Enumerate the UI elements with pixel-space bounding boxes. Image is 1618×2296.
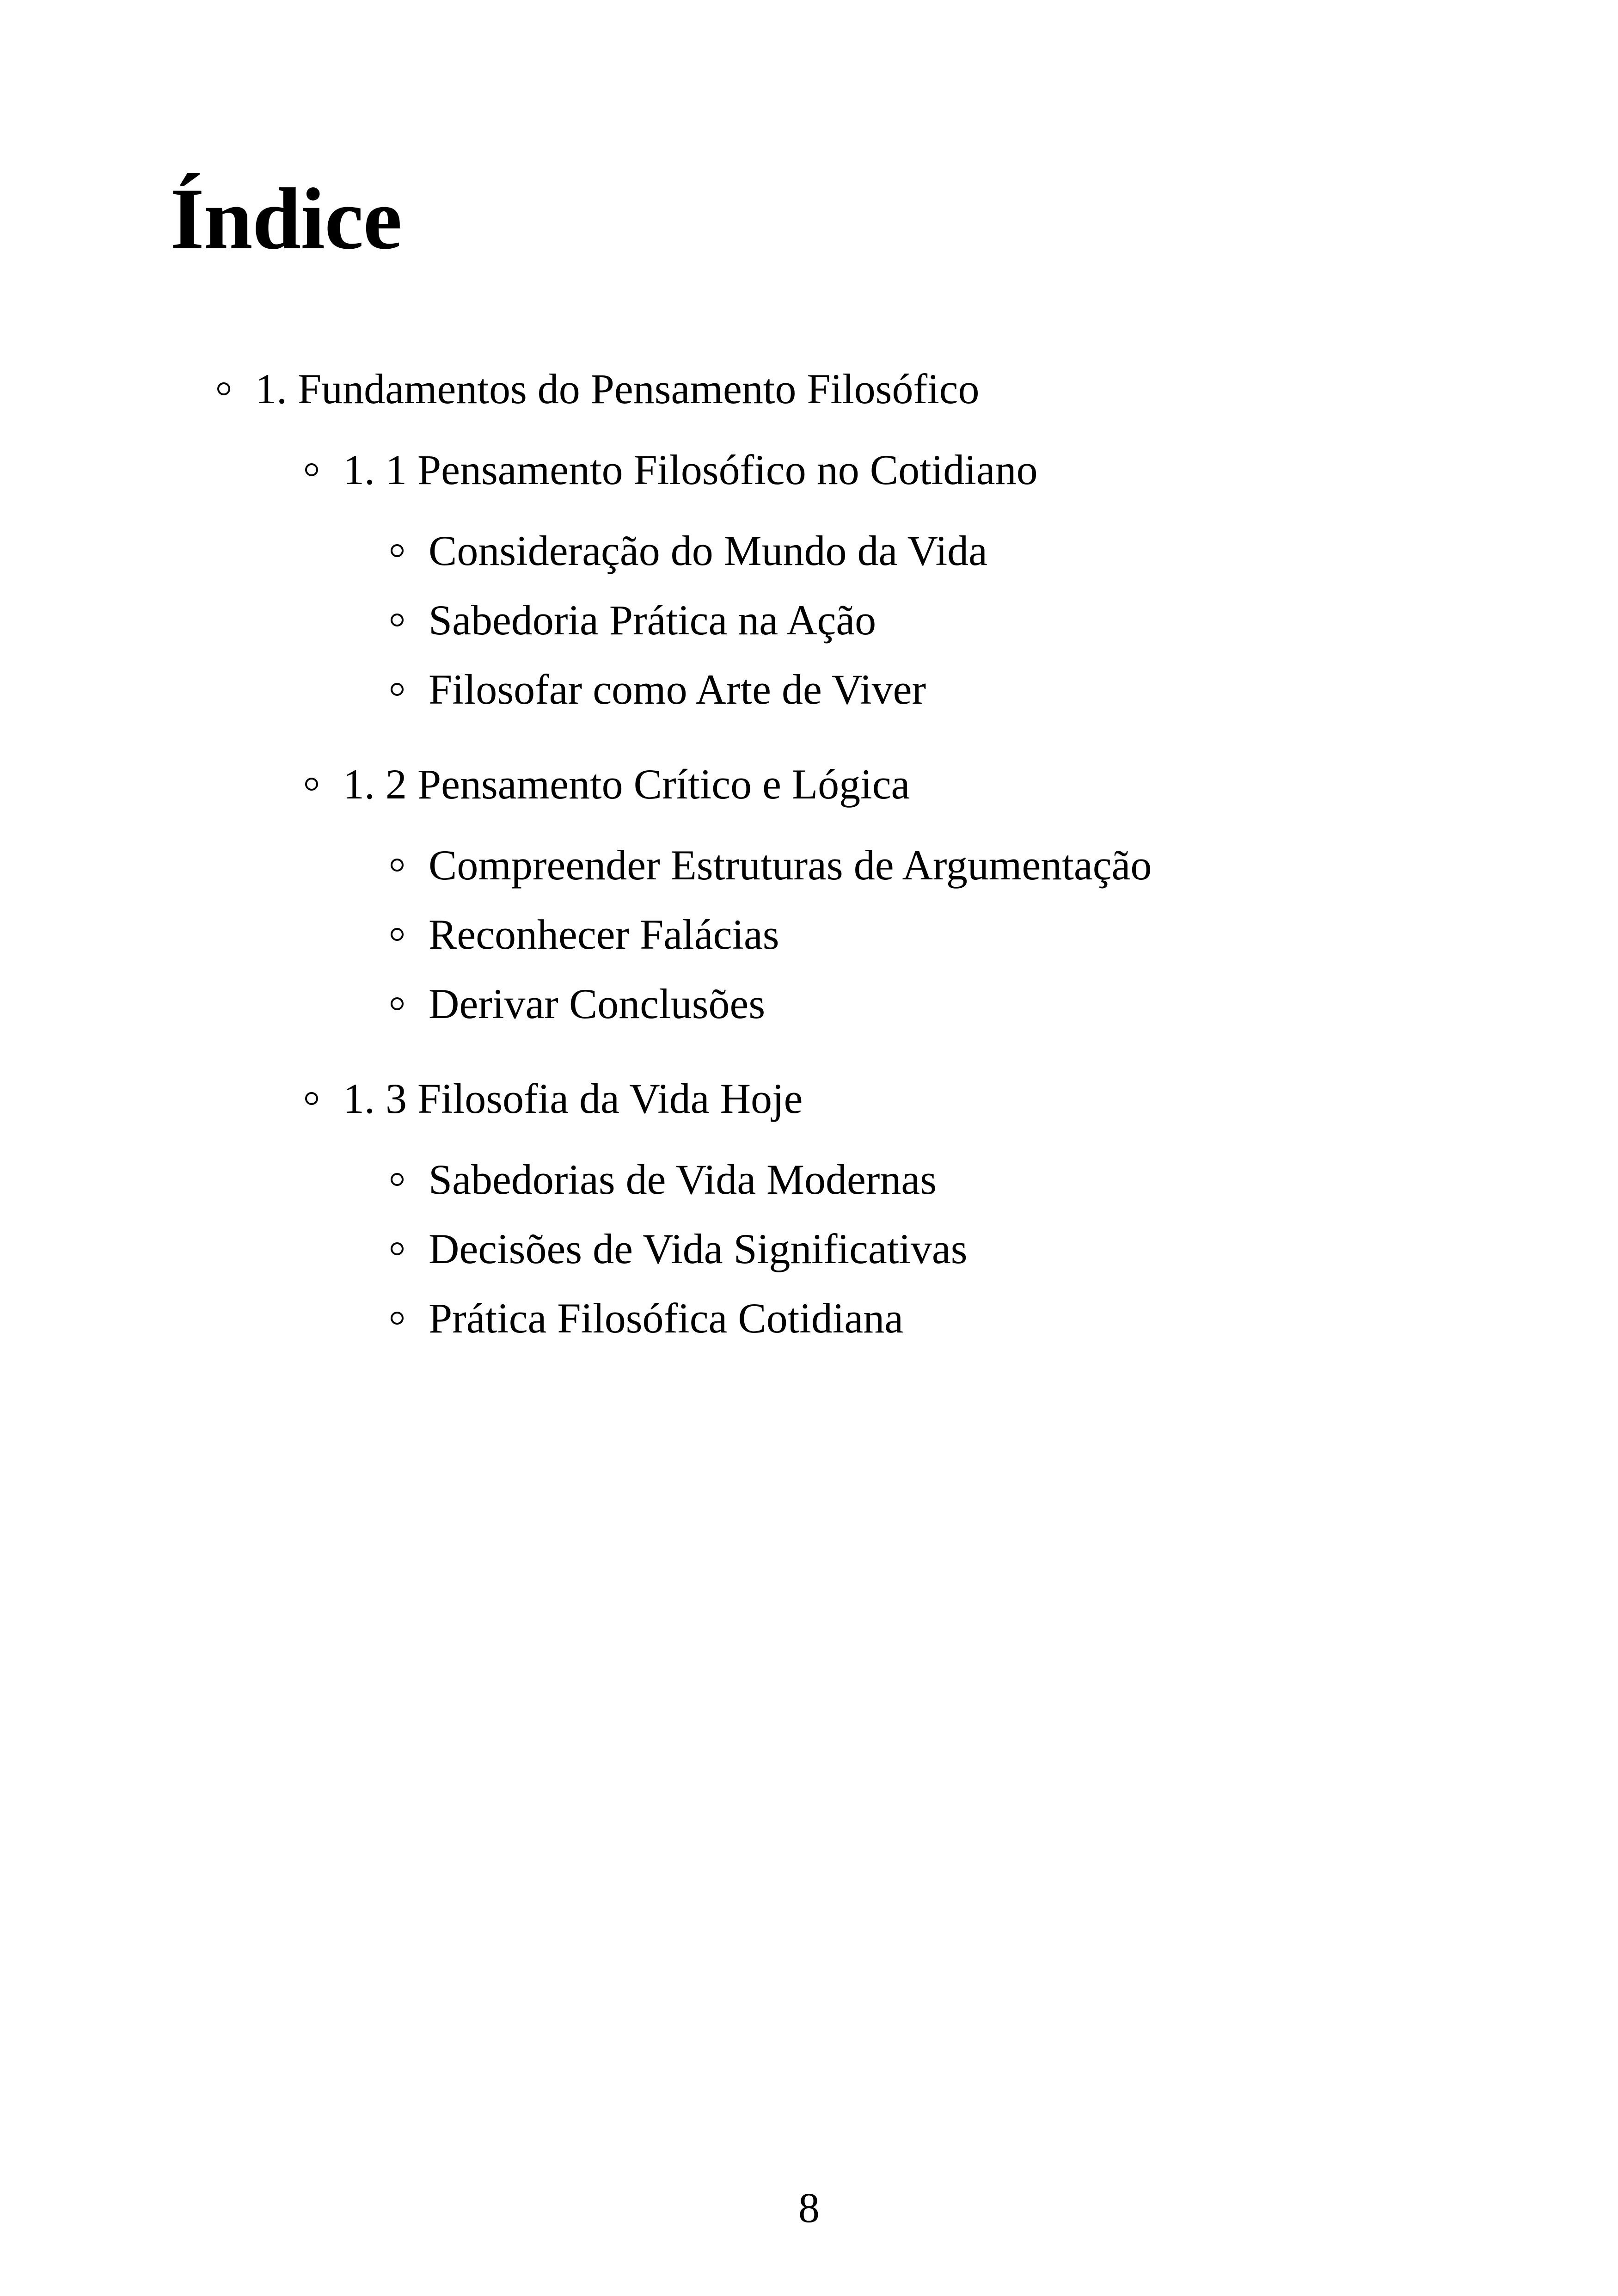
toc-item[interactable] xyxy=(391,595,876,645)
toc-item-label: Sabedorias de Vida Modernas xyxy=(429,1156,937,1203)
toc-item-label: Sabedoria Prática na Ação xyxy=(429,596,876,644)
page-number: 8 xyxy=(798,2184,820,2231)
toc-section-label: 1. 1 Pensamento Filosófico no Cotidiano xyxy=(343,446,1038,493)
toc-item-label: Consideração do Mundo da Vida xyxy=(429,527,987,574)
page-title: Índice xyxy=(170,171,402,268)
toc-item[interactable] xyxy=(391,909,779,960)
toc-item[interactable] xyxy=(391,1154,937,1205)
toc-item[interactable] xyxy=(391,525,987,576)
hollow-circle-icon xyxy=(305,463,318,476)
toc-chapter-label: 1. Fundamentos do Pensamento Filosófico xyxy=(255,365,980,412)
hollow-circle-icon xyxy=(391,1173,404,1186)
toc-item[interactable] xyxy=(391,1293,903,1344)
hollow-circle-icon xyxy=(217,382,230,395)
toc-item-label: Derivar Conclusões xyxy=(429,980,766,1027)
toc-section-1-1[interactable] xyxy=(305,444,1038,495)
toc-item[interactable] xyxy=(391,840,1152,890)
toc-section-1-2[interactable] xyxy=(305,759,910,810)
toc-section-label: 1. 2 Pensamento Crítico e Lógica xyxy=(343,761,910,808)
toc-item-label: Prática Filosófica Cotidiana xyxy=(429,1295,904,1342)
toc-section-label: 1. 3 Filosofia da Vida Hoje xyxy=(343,1075,803,1122)
toc-item[interactable] xyxy=(391,1223,968,1274)
hollow-circle-icon xyxy=(391,1242,404,1255)
toc-item-label: Reconhecer Falácias xyxy=(429,911,779,958)
hollow-circle-icon xyxy=(391,928,404,941)
toc-chapter-1[interactable] xyxy=(217,363,979,414)
toc-item-label: Filosofar como Arte de Viver xyxy=(429,666,926,713)
toc-item-label: Compreender Estruturas de Argumentação xyxy=(429,841,1152,889)
hollow-circle-icon xyxy=(391,544,404,557)
hollow-circle-icon xyxy=(305,1092,318,1105)
hollow-circle-icon xyxy=(305,778,318,791)
toc-item[interactable] xyxy=(391,978,765,1029)
toc-item-label: Decisões de Vida Significativas xyxy=(429,1225,968,1272)
hollow-circle-icon xyxy=(391,997,404,1010)
hollow-circle-icon xyxy=(391,859,404,872)
toc-item[interactable] xyxy=(391,664,926,715)
hollow-circle-icon xyxy=(391,683,404,696)
hollow-circle-icon xyxy=(391,614,404,626)
toc-section-1-3[interactable] xyxy=(305,1073,803,1124)
hollow-circle-icon xyxy=(391,1312,404,1325)
